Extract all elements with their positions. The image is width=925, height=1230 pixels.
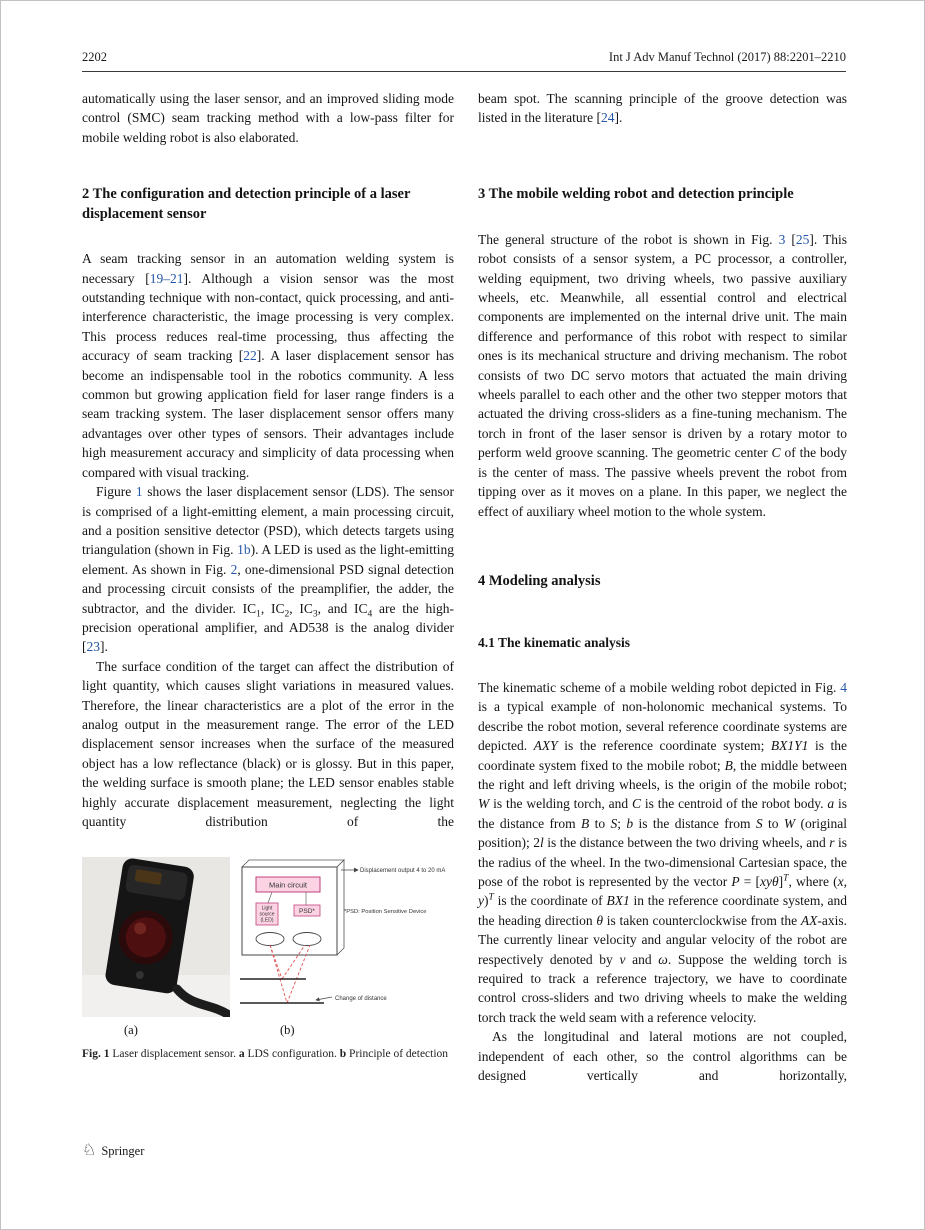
figure-label-a: (a) [124,1023,138,1038]
paragraph-continuation: beam spot. The scanning principle of the groove detection was listed in the literature [24]. [478,91,847,126]
lds-principle-diagram [232,857,456,1017]
light-source-label-1: Light [261,905,273,912]
psd-label: PSD* [299,908,315,916]
figure-1 [82,857,454,1063]
section-3-heading: 3 The mobile welding robot and detection principle [478,185,794,202]
figure-1-images [82,857,454,1017]
receiver-lens [293,933,321,946]
citation-link[interactable]: 2 [230,561,238,577]
figure-sublabels [82,1021,454,1039]
citation-link[interactable]: 25 [795,231,810,247]
change-arrow [316,997,332,1000]
paragraph-continuation: automatically using the laser sensor, and an improved sliding mode control (SMC) seam tracking method with a low-pass filter for mobile welding robot is also elaborated. [82,91,454,145]
publisher-name: Springer [101,1143,145,1158]
change-of-distance-label: Change of distance [335,996,387,1003]
header-rule [82,71,846,72]
paragraph: The kinematic scheme of a mobile welding robot depicted in Fig. 4 is a typical example of non-holonomic mechanical systems. To describe the robot motion, several reference coordinate systems are depicted. AXY is the reference coordinate system; BX1Y1 is the coordinate system fixed to the mobile robot; B, the middle between the right and left driving wheels, is the origin of the mobile robot; W is the welding torch, and C is the centroid of the robot body. a is the distance from B to S; b is the distance from S to W (original position); 2l is the distance between the two driving wheels, and r is the radius of the wheel. In the two-dimensional Cartesian space, the pose of the robot is represented by the vector $P = [xy\theta]^T$, where (x, y)$^T$ is the coordinate of BX1 in the reference coordinate system, and the heading direction θ is taken counterclockwise from the AX-axis. The currently linear velocity and angular velocity of the robot are respectively denoted by v and ω. Suppose the welding torch is required to track a reference trajectory, we have to coordinate control cross-sliders and two driving wheels to make the welding torch track the weld seam with a reference velocity. [478,679,848,1025]
citation-link[interactable]: 23 [86,639,100,655]
journal-citation: Int J Adv Manuf Technol (2017) 88:2201–2210 [608,50,846,64]
citation-link[interactable]: 19–21 [149,270,184,286]
citation-link[interactable]: 3 [778,231,786,247]
page-number: 2202 [82,50,107,64]
displacement-output-label: Displacement output 4 to 20 mA [360,868,446,875]
paragraph: The surface condition of the target can affect the distribution of light quantity, which causes slight variations in measured values. Therefore, the linear characteristics are a plot of the error in the analog output in the measurement range. The error of the LED displacement sensor increases when the surface of the measured object has a low reflectance (black) or is glossy. But in this paper, the welding surface is smooth plane; the LED sensor enables stable highly accurate displacement measurement, neglecting the light quantity distribution of the [82,658,454,829]
page-header [82,50,846,65]
springer-logo-icon: ♘ [82,1142,97,1159]
light-source-label-3: (LED) [260,917,274,924]
citation-link[interactable]: 22 [243,348,257,364]
light-source-label-2: source [259,911,275,918]
citation-link[interactable]: 4 [840,679,847,695]
paragraph: A seam tracking sensor in an automation welding system is necessary [19–21]. Although a vision sensor was the most outstanding technique with non-contact, quick processing, and anti-interference characteristic, the image processing is very complex. This process reduces real-time processing, thus affecting the accuracy of seam tracking [22]. A laser displacement sensor has become an indispensable tool in the robotics community. A less common but growing application field for laser range finders is a seam tracking system. The laser displacement sensor offers many advantages over other types of sensors. Their advantages include high measurement accuracy and simplicity of data processing when compared with visual tracking. [82,251,454,480]
citation-link[interactable]: 1 [135,484,143,500]
figure-1-caption: Fig. 1 Laser displacement sensor. a LDS configuration. b Principle of detection [82,1048,449,1061]
paragraph: The general structure of the robot is shown in Fig. 3 [25]. This robot consists of a sensor system, a PC processor, a controller, welding equipment, two driving wheels, two passive auxiliary wheels, etc. Meanwhile, all essential control and electrical components are implemented on the internal drive unit. The main difference and performance of this robot with respect to similar ones is its mechanical structure and driving mechanism. The robot consists of two DC servo motors that actuated the main driving wheels parallel to each other and the other two stepper motors that actuated the driving cross-sliders as a fine-tuning mechanism. The torch in front of the laser sensor is driven by a rotary motor to perform weld groove scanning. The geometric center C of the body is the center of mass. The passive wheels prevent the robot from tipping over as it moves on a plane. In this paper, we neglect the effect of auxiliary wheel motion to the whole system. [478,231,847,519]
psd-note: *PSD: Position Sensitive Device [344,909,427,916]
publisher-footer [82,1143,144,1159]
paragraph: As the longitudinal and lateral motions are not coupled, independent of each other, so the control algorithms can be designed vertically and horizontally, [478,1029,847,1084]
right-column [478,89,847,1085]
section-4-heading: 4 Modeling analysis [478,572,601,589]
citation-link[interactable]: 1b [237,542,251,558]
paragraph: Figure 1 shows the laser displacement sensor (LDS). The sensor is comprised of a light-emitting element, a main processing circuit, and a position sensitive detector (PSD), which detects targets using triangulation (shown in Fig. 1b). A LED is used as the light-emitting element. As shown in Fig. 2, one-dimensional PSD signal detection and processing circuit consists of the preamplifier, the adder, the subtractor, and the divider. $IC_1$, $IC_2$, $IC_3$, and $IC_4$ are the high-precision operational amplifier, and AD538 is the analog divider [23]. [82,484,455,655]
figure-label-b: (b) [280,1023,295,1038]
lds-photo [82,857,230,1017]
emitter-lens [256,933,284,946]
section-4-1-heading: 4.1 The kinematic analysis [478,634,631,650]
left-column [82,89,454,1063]
citation-link[interactable]: 24 [600,110,615,126]
main-circuit-label: Main circuit [269,880,307,890]
section-2-heading: 2 The configuration and detection principle of a laser displacement sensor [82,186,411,223]
